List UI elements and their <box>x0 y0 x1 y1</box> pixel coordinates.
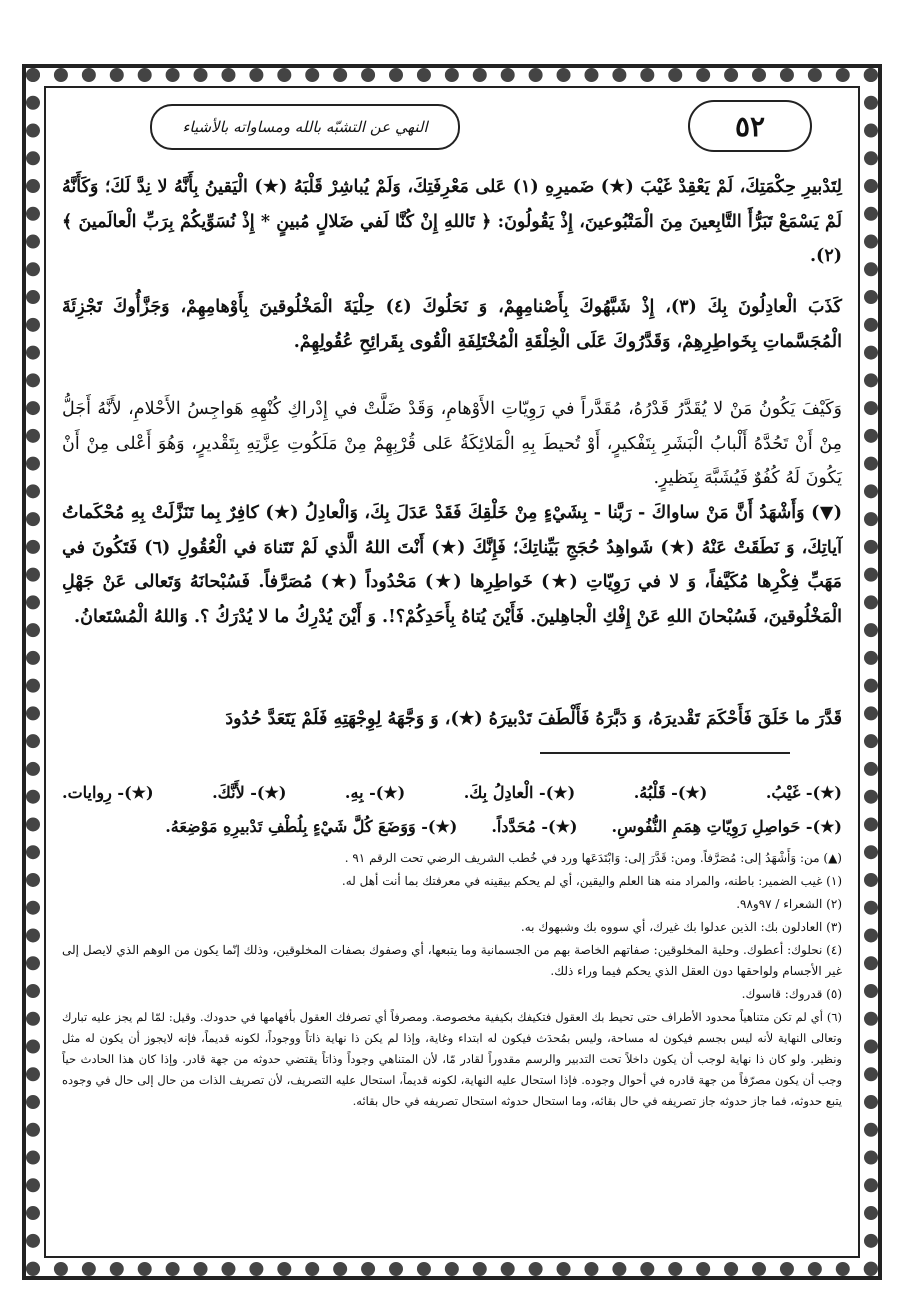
footnote-6: (٦) أي لم تكن متناهياً محدود الأطراف حتى تحيط بك العقول فتكيفك بكيفية مخصوصة. ومصرفاً أي تصرفك العقول بأفهامها في حدودك. وقيل: لمّا لم يجز عليه تبارك وتعالى النهاية لأنه ليس بجسم فيكون له مساحة، وليس بمُحدَث فيكون له ابتداء وغاية، وإذا لم يكن ذا نهاية ذاتاً ووجوداً، لكونه قديماً، فإنه لايجوز أن يكون له مثل ونظير. ولو كان ذا نهاية لوجب أن يكون داخلاً تحت التدبير والرسم مقدوراً لقادر مّا، لأن المتناهي وجوداً وذاتاً يقتضي حدوثه من جهة قادر. وإذا كان هذا الحادث حياً وجب أن يكون مصرّفاً من جهة قادره في أحوال وجوده. فإذا استحال عليه النهاية، لكونه قديماً، استحال عليه التصريف، لأن تصريف الذات من حال إلى حال في وجوده يتبع حدوثه، فما جاز حدوثه جاز تصريفه في حال بقائه، وما استحال حدوثه استحال تصريفه في حال بقائه. <box>62 1010 842 1108</box>
paragraph-5-text: قَدَّرَ ما خَلَقَ فَأَحْكَمَ تَقْديرَهُ، وَ دَبَّرَهُ فَأَلْطَفَ تَدْبيرَهُ (★)، وَ وَجَّهَهُ لِوِجْهَتِهِ فَلَمْ يَتَعَدَّ حُدُودَ <box>225 709 842 729</box>
page-number-text: ٥٢ <box>734 109 766 143</box>
variant-readings-row-2 <box>62 812 842 842</box>
variant-reading: (★)- وَوَضَعَ كُلَّ شَيْءٍ بِلُطْفِ تَدْبيرِهِ مَوْضِعَهُ. <box>165 817 458 836</box>
variant-reading: (★)- لأَنَّكَ. <box>212 783 287 802</box>
variant-reading: (★)- حَواصِلِ رَوِيّاتِ هِمَمِ النُّفُوسِ. <box>611 817 842 836</box>
paragraph-1-text: لِتَدْبيرِ حِكْمَتِكَ، لَمْ يَعْقِدْ غَيْبَ (★) ضَميرِهِ (١) عَلى مَعْرِفَتِكَ، وَلَمْ يُباشِرْ قَلْبَهُ (★) الْيَقينُ بِأَنَّهُ لا نِدَّ لَكَ؛ وَكَأَنَّهُ لَمْ يَسْمَعْ تَبَرُّأَ التَّابِعينَ مِنَ الْمَتْبُوعينَ، إِذْ يَقُولُونَ: ﴿ تَاللهِ إِنْ كُنَّا لَفي ضَلالٍ مُبينٍ * إِذْ نُسَوِّيكُمْ بِرَبِّ الْعالَمينَ ﴾(٢). <box>62 177 842 266</box>
variant-readings-row-1 <box>62 778 842 808</box>
footnote-3: (٣) العادلون بك: الذين عدلوا بك غيرك، أي سووه بك وشبهوك به. <box>520 920 842 934</box>
footnote-separator <box>540 752 790 754</box>
paragraph-3-text: وَكَيْفَ يَكُونُ مَنْ لا يُقَدَّرُ قَدْرُهُ، مُقَدَّراً في رَوِيّاتِ الأَوْهامِ، وَقَدْ ضَلَّتْ في إِدْراكِ كُنْهِهِ هَواجِسُ الأَحْلامِ، لأَنَّهُ أَجَلُّ مِنْ أَنْ تَحُدَّهُ أَلْبابُ الْبَشَرِ بِتَفْكيرٍ، أَوْ تُحيطَ بِهِ الْمَلائِكَةُ عَلى قُرْبِهِمْ مِنْ مَلَكُوتِ عِزَّتِهِ بِتَقْديرٍ، وَهُوَ أَعْلى مِنْ أَنْ يَكُونَ لَهُ كُفُوٌ فَيُشَبَّهَ بِنَظيرٍ. <box>62 399 843 488</box>
variant-reading: (★)- غَيْبُ. <box>765 783 842 802</box>
page-number <box>688 100 812 152</box>
variant-reading: (★)- بِهِ. <box>344 783 406 802</box>
paragraph-4 <box>62 496 842 634</box>
paragraph-4-text: (▼) وَأَشْهَدُ أَنَّ مَنْ ساواكَ - رَبَّنا - بِشَيْءٍ مِنْ خَلْقِكَ فَقَدْ عَدَلَ بِكَ، وَالْعادِلُ (★) كافِرٌ بِما تَنَزَّلَتْ بِهِ مُحْكَماتُ آياتِكَ، وَ نَطَقَتْ عَنْهُ (★) شَواهِدُ حُجَجِ بَيِّناتِكَ؛ فَإِنَّكَ (★) أَنْتَ اللهُ الَّذي لَمْ تَتَناهَ في الْعُقُولِ (٦) فَتَكُونَ في مَهَبِّ فِكْرِها مُكَيَّفاً، وَ لا في رَوِيّاتِ (★) خَواطِرِها (★) مَحْدُوداً (★) مُصَرَّفاً. فَسُبْحانَهُ وَتَعالى عَنْ جَهْلِ الْمَخْلُوقينَ، فَسُبْحانَ اللهِ عَنْ إِفْكِ الْجاهِلينَ. فَأَيْنَ يُتاهُ بِأَحَدِكُمْ؟!. وَ أَيْنَ يُدْرِكُ ما لا يُدْرَكُ ؟. وَاللهُ الْمُسْتَعانُ. <box>62 503 842 627</box>
variant-reading: (★)- قَلْبُهُ. <box>633 783 708 802</box>
footnote-5: (٥) قدروك: قاسوك. <box>741 987 842 1001</box>
footnote-1: (١) غيب الضمير: باطنه، والمراد منه هنا العلم واليقين، أي لم يحكم بيقينه في معرفتك بما أنت أهل له. <box>341 874 842 888</box>
running-title-text: النهي عن التشبّه بالله ومساواته بالأشياء <box>182 118 428 136</box>
paragraph-5 <box>62 702 842 737</box>
paragraph-1 <box>62 170 842 274</box>
variant-reading: (★)- الْعادِلُ بِكَ. <box>463 783 576 802</box>
paragraph-2 <box>62 290 842 359</box>
footnotes <box>62 848 842 1114</box>
variant-reading: (★)- رِوايات. <box>62 783 154 802</box>
running-title <box>150 104 460 150</box>
footnote-4: (٤) نحلوك: أعطوك. وحلية المخلوقين: صفاتهم الخاصة بهم من الجسمانية وما يتبعها، أي وصفوك بصفات المخلوقين، وذلك إنّما يكون من الوهم الذي لايصل إلى غير الأجسام ولواحقها دون العقل الذي يحكم فيما وراء ذلك. <box>62 943 842 978</box>
footnote-2: (٢) الشعراء / ٩٧و٩٨. <box>736 897 842 911</box>
variant-reading: (★)- مُحَدَّداً. <box>491 817 578 836</box>
paragraph-3 <box>62 392 842 496</box>
paragraph-2-text: كَذَبَ الْعادِلُونَ بِكَ (٣)، إِذْ شَبَّهُوكَ بِأَصْنامِهِمْ، وَ نَحَلُوكَ (٤) حِلْيَةَ الْمَخْلُوقينَ بِأَوْهامِهِمْ، وَجَزَّأُوكَ تَجْزِئَةَ الْمُجَسَّماتِ بِخَواطِرِهِمْ، وَقَدَّرُوكَ عَلَى الْخِلْقَةِ الْمُخْتَلِفَةِ الْقُوى بِقَرائِحِ عُقُولِهِمْ. <box>62 297 842 352</box>
footnote-source: (▲) من: وَأَشْهَدُ إلى: مُصَرَّفاً. ومن: قَدَّرَ إلى: وَابْتَدَعَها ورد في خُطب الشريف الرضي تحت الرقم ٩١ . <box>344 851 842 865</box>
